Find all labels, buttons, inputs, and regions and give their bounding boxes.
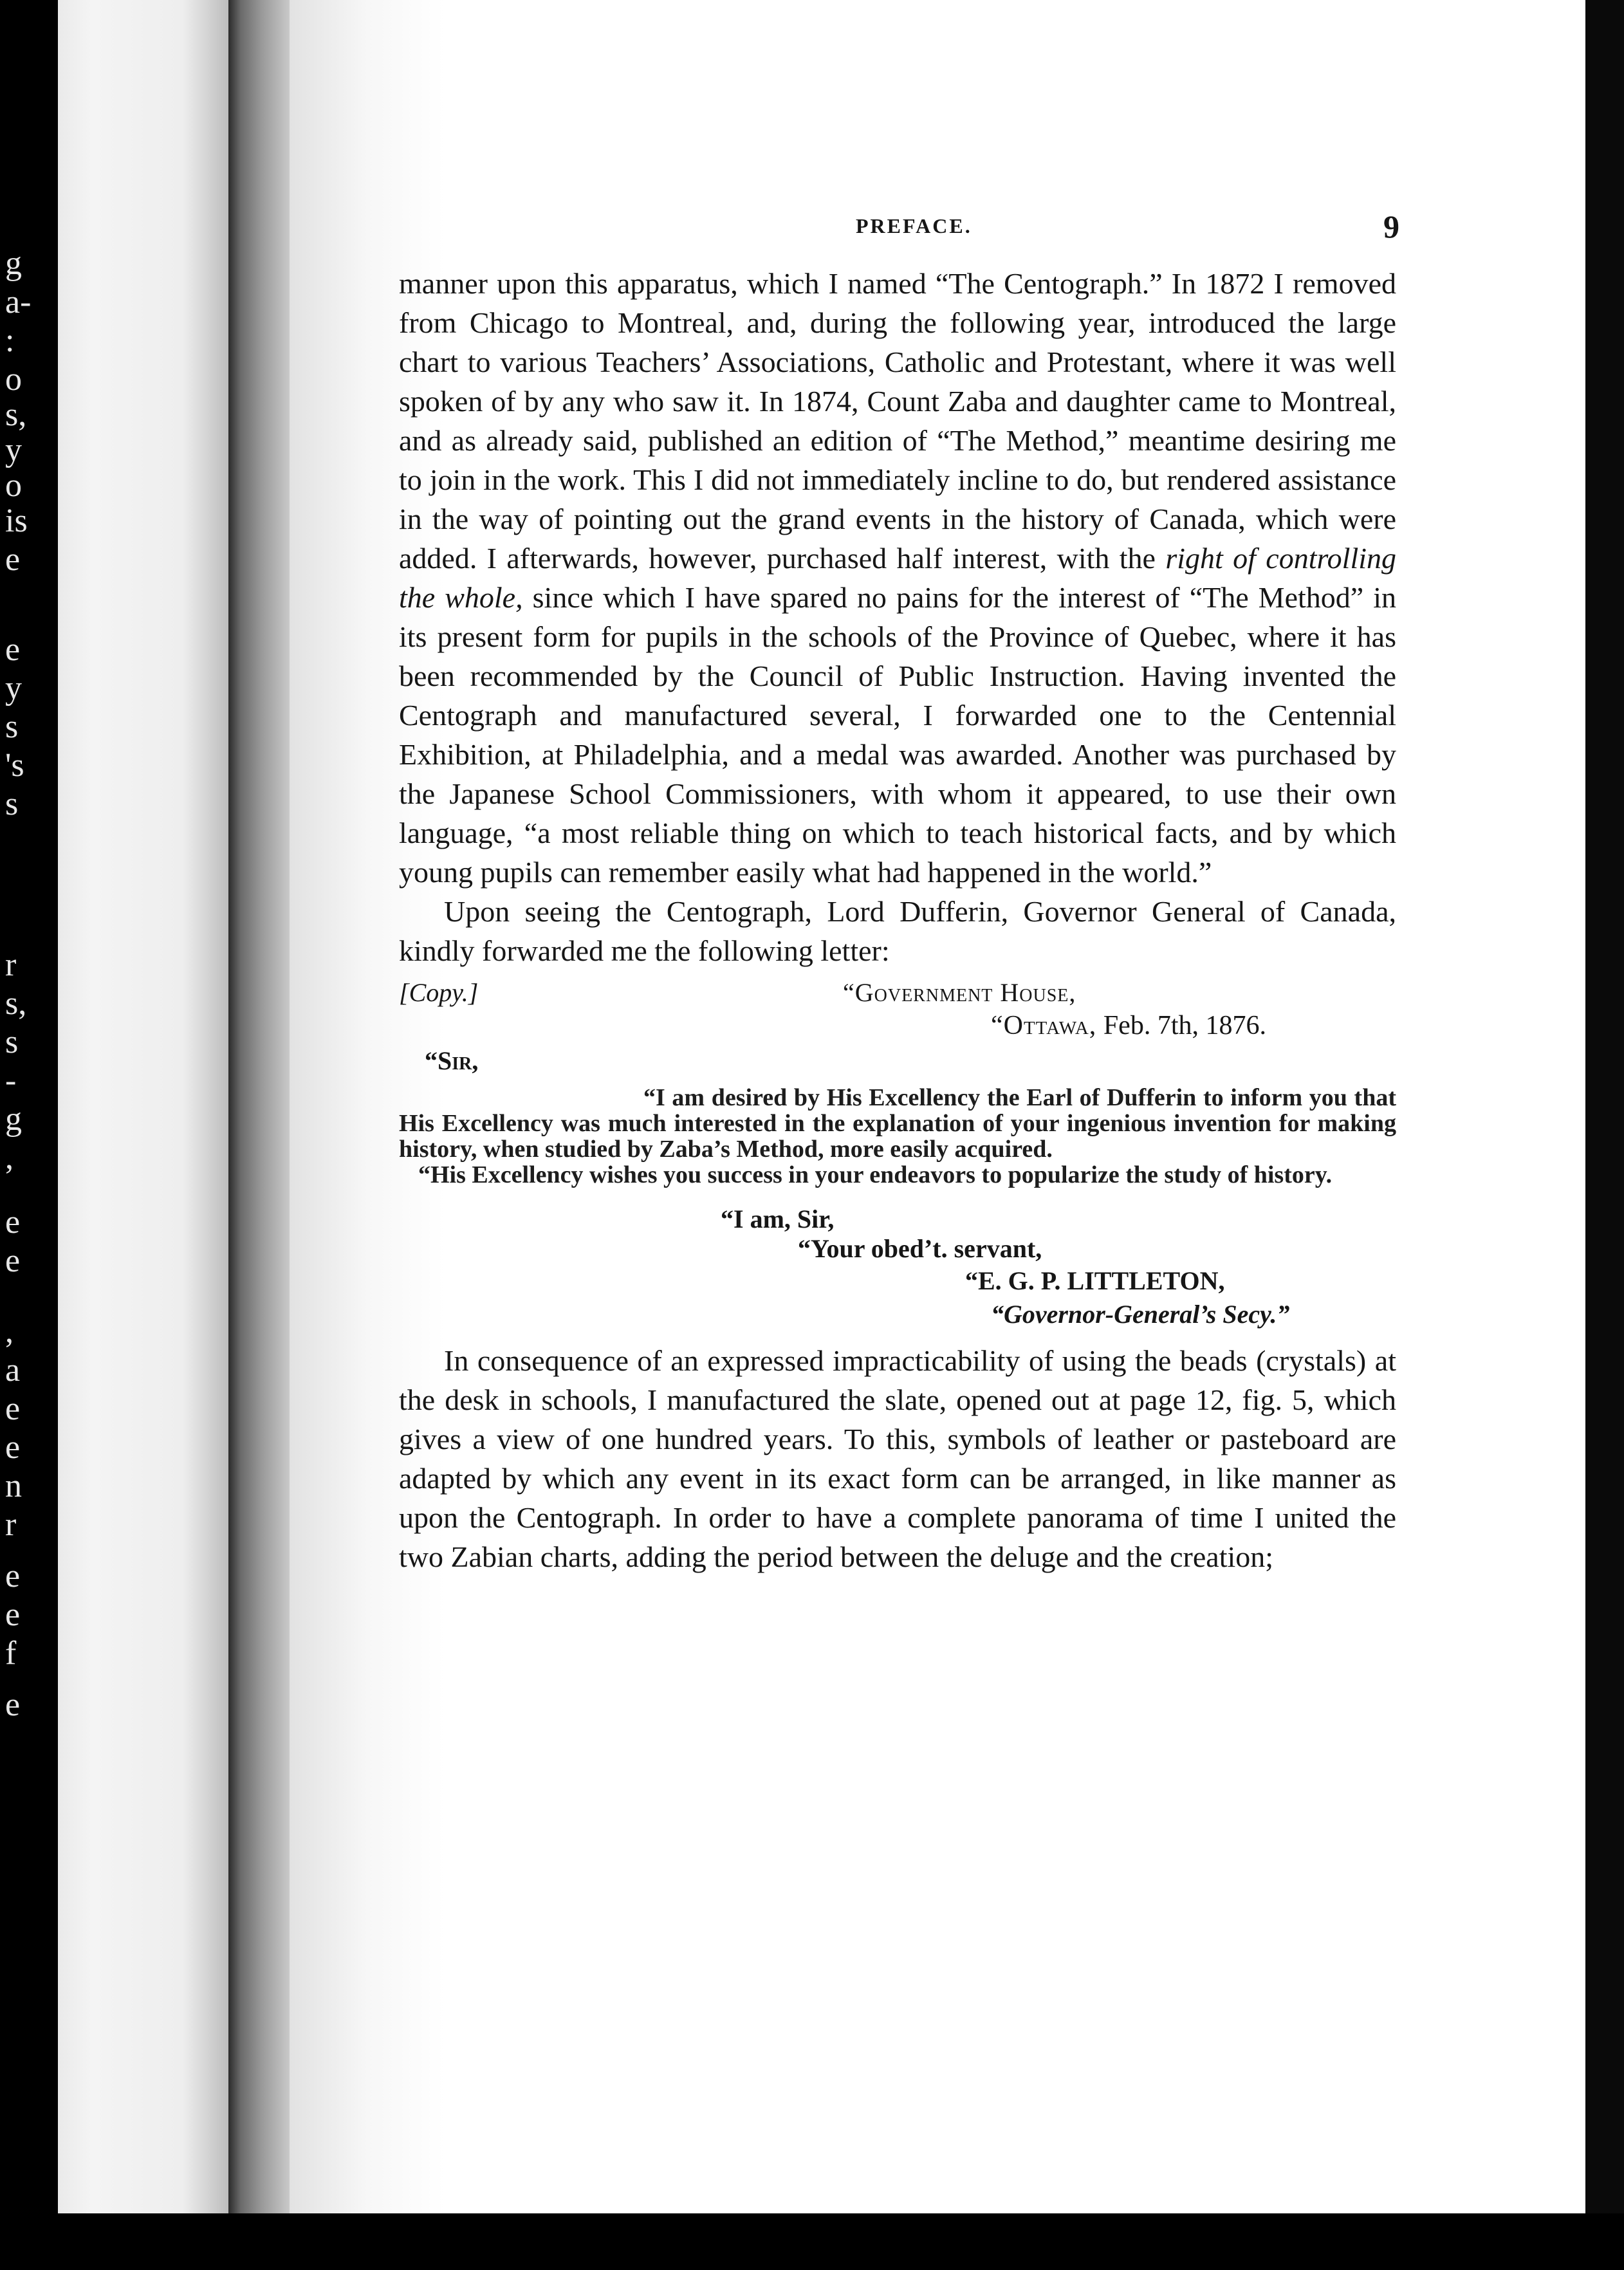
letter-date-row <box>399 1006 1396 1041</box>
edge-letter: a- <box>5 284 32 320</box>
edge-letter: e <box>5 1558 21 1594</box>
edge-letter: : <box>5 322 15 359</box>
edge-letter: e <box>5 1429 21 1466</box>
closing-line: “Your obed’t. servant, <box>798 1234 1042 1263</box>
edge-letter: e <box>5 631 21 668</box>
edge-letter: e <box>5 1242 21 1279</box>
edge-letter: s, <box>5 396 27 433</box>
letter-sender-address: “Government House, <box>843 978 1076 1007</box>
letter-salutation-row <box>399 1041 1396 1078</box>
running-head: PREFACE. <box>856 214 972 237</box>
edge-letter: r <box>5 1506 17 1543</box>
book-gutter <box>228 0 290 2213</box>
closing-line: “I am, Sir, <box>721 1204 835 1233</box>
edge-letter: n <box>5 1468 22 1504</box>
scan-border-right <box>1585 0 1624 2270</box>
page-header <box>290 209 1585 248</box>
letter-paragraph: “I am desired by His Excellency the Earl of Dufferin to inform you that His Excellency was much interested in the explanation of your ingenious invention for making history, when studied by Zaba’s Method, more easily acquired. <box>399 1084 1396 1163</box>
letter-heading <box>399 972 1396 1006</box>
edge-letter: r <box>5 946 17 983</box>
edge-letter: e <box>5 1204 21 1241</box>
page-body <box>399 264 1396 1576</box>
signature-name: “E. G. P. LITTLETON, <box>965 1266 1225 1295</box>
edge-letter: - <box>5 1062 17 1099</box>
page <box>290 0 1585 2213</box>
italic-phrase: right of controlling the whole, <box>399 542 1397 614</box>
edge-letter: e <box>5 541 21 578</box>
edge-letter: y <box>5 432 22 468</box>
edge-letter: g <box>5 1101 22 1138</box>
edge-letter: a <box>5 1352 21 1389</box>
page-number: 9 <box>1383 208 1399 245</box>
paragraph: manner upon this apparatus, which I named “The Centograph.” In 1872 I removed from Chicago to Montreal, and, during the following year, introduced the large chart to various Teachers’ Associations, Catholic and Protestant, where it was well spoken of by any who saw it. In 1874, Count Zaba and daughter came to Montreal, and as already said, published an edition of “The Method,” meantime desiring me to join in the work. This I did not immediately incline to do, but rendered assistance in the way of pointing out the grand events in the history of Canada, which were added. I afterwards, however, purchased half interest, with the right of controlling the whole, since which I have spared no pains for the interest of “The Method” in its present form for pupils in the schools of the Province of Quebec, where it has been recommended by the Council of Public Instruction. Having invented the Centograph and manufactured several, I forwarded one to the Centennial Exhibition, at Philadelphia, and a medal was awarded. Another was purchased by the Japanese School Commissioners, with whom it appeared, to use their own language, “a most reliable thing on which to teach historical facts, and by which young pupils can remember easily what had happened in the world.” <box>399 267 1397 889</box>
letter-body <box>399 1078 1396 1188</box>
edge-letter: e <box>5 1686 21 1723</box>
edge-letter: e <box>5 1390 21 1427</box>
edge-letter: , <box>5 1313 14 1350</box>
copy-label: [Copy.] <box>399 978 479 1007</box>
letter-closing <box>399 1199 1396 1341</box>
edge-letter: s <box>5 786 19 822</box>
edge-letter: f <box>5 1635 17 1672</box>
scan-border-bottom <box>0 2213 1624 2270</box>
edge-letter: s <box>5 1024 19 1060</box>
edge-letter: e <box>5 1596 21 1633</box>
edge-letter: g <box>5 245 22 282</box>
edge-letter: s, <box>5 985 27 1022</box>
edge-letter: is <box>5 503 28 539</box>
edge-letter: 's <box>5 747 24 784</box>
paragraph: Upon seeing the Centograph, Lord Dufferin, Governor General of Canada, kindly forwarded me the following letter: <box>399 895 1396 967</box>
edge-letter: o <box>5 361 22 398</box>
paragraph: In consequence of an expressed impracticability of using the beads (crystals) at the desk in schools, I manufactured the slate, opened out at page 12, fig. 5, which gives a view of one hundred years. To this, symbols of leather or pasteboard are adapted by which any event in its exact form can be arranged, in like manner as upon the Centograph. In order to have a complete panorama of time I united the two Zabian charts, adding the period between the deluge and the creation; <box>399 1344 1396 1573</box>
letter-salutation: “Sir, <box>425 1046 479 1075</box>
scan-border-left <box>0 0 58 2270</box>
edge-letter: , <box>5 1140 14 1176</box>
edge-letter: o <box>5 467 22 504</box>
letter-date: “Ottawa, Feb. 7th, 1876. <box>991 1011 1266 1040</box>
signature-title: “Governor-General’s Secy.” <box>991 1300 1290 1329</box>
edge-letter: s <box>5 708 19 745</box>
letter-paragraph: “His Excellency wishes you success in your endeavors to popularize the study of history. <box>418 1161 1333 1188</box>
edge-letter: y <box>5 670 22 706</box>
